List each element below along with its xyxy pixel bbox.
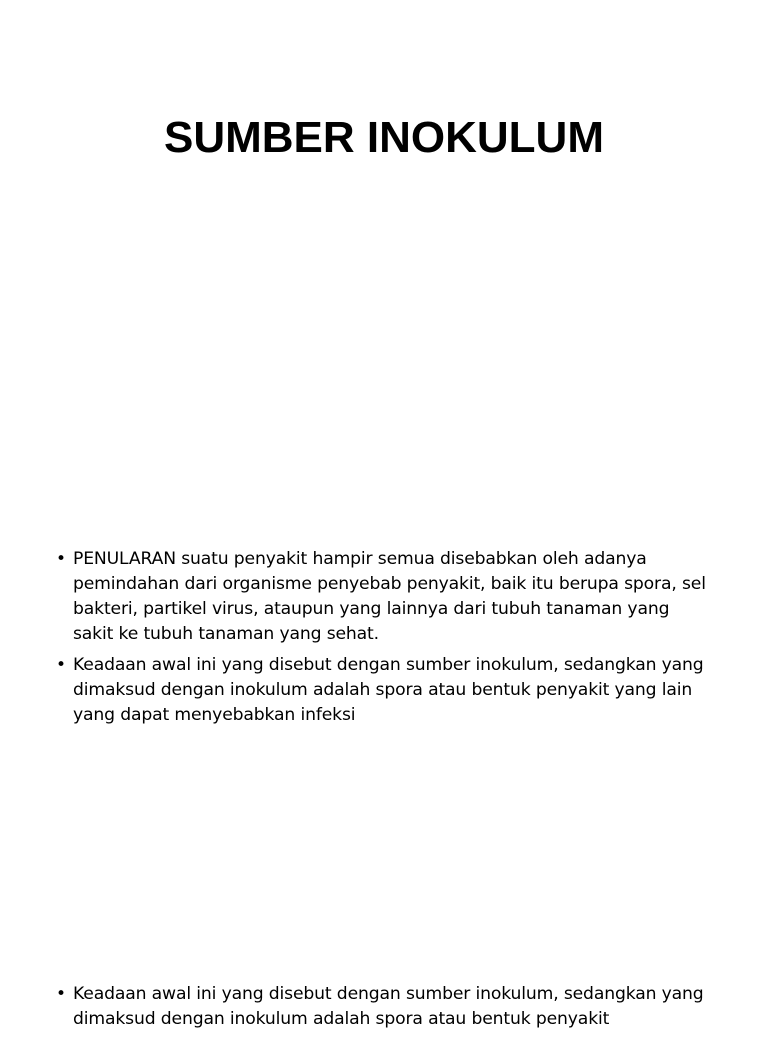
bullet-text: Keadaan awal ini yang disebut dengan sumber inokulum, sedangkan yang dimaksud dengan inokulum adalah spora atau bentuk penyakit <box>73 984 704 1029</box>
bullet-icon: • <box>56 984 66 1004</box>
bullet-icon: • <box>56 549 66 569</box>
bullet-text: Keadaan awal ini yang disebut dengan sumber inokulum, sedangkan yang dimaksud dengan inokulum adalah spora atau bentuk penyakit yang lain yang dapat menyebabkan infeksi <box>73 655 704 725</box>
bullet-text: PENULARAN suatu penyakit hampir semua disebabkan oleh adanya pemindahan dari organisme penyebab penyakit, baik itu berupa spora, sel bakteri, partikel virus, ataupun yang lainnya dari tubuh tanaman yang sakit ke tubuh tanaman yang sehat. <box>73 549 706 644</box>
bullet-icon: • <box>56 655 66 675</box>
next-slide-bullet-list <box>56 982 706 1038</box>
bullet-list <box>56 547 706 734</box>
slide-title: SUMBER INOKULUM <box>164 113 604 162</box>
bullet-item <box>56 982 706 1032</box>
bullet-item <box>56 547 706 647</box>
bullet-item <box>56 653 706 728</box>
